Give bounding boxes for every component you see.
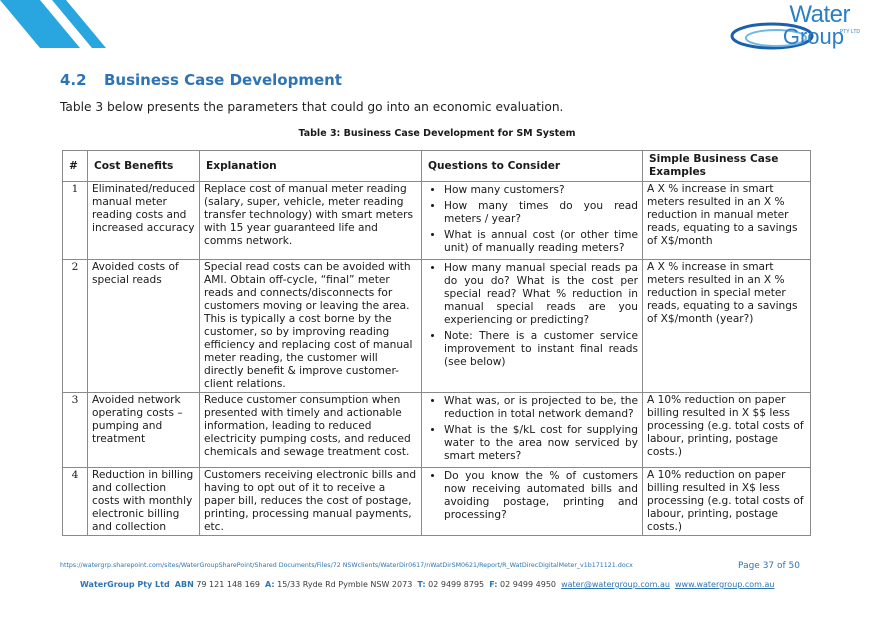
footer-company: WaterGroup Pty Ltd bbox=[80, 580, 170, 589]
header-num: # bbox=[63, 151, 88, 182]
section-title: Business Case Development bbox=[104, 71, 342, 89]
table-header-row bbox=[63, 151, 811, 182]
corner-stripes bbox=[0, 0, 120, 50]
footer-document-path: https://watergrp.sharepoint.com/sites/WaterGroupSharePoint/Shared Documents/Files/72 NSWclients/WaterDir0617/nWatDirSM0621/Report/R_WatDirecDigitalMeter_v1b171121.docx bbox=[60, 562, 633, 569]
cost-benefit-cell: Reduction in billing and collection costs with monthly electronic billing and collection bbox=[88, 468, 200, 536]
footer-abn: 79 121 148 169 bbox=[196, 580, 260, 589]
table-row bbox=[63, 468, 811, 536]
footer-phone-label: T: bbox=[417, 580, 426, 589]
question-item: • How many customers? bbox=[444, 184, 638, 197]
footer-fax-label: F: bbox=[489, 580, 498, 589]
example-cell: A X % increase in smart meters resulted in an X % reduction in special meter reads, equating to a savings of X$/month (year?) bbox=[643, 260, 811, 393]
header-explanation: Explanation bbox=[200, 151, 422, 182]
header-cost-benefits: Cost Benefits bbox=[88, 151, 200, 182]
question-item: • Note: There is a customer service improvement to instant final reads (see below) bbox=[444, 330, 638, 369]
table-caption: Table 3: Business Case Development for SM System bbox=[298, 128, 576, 139]
example-cell: A 10% reduction on paper billing resulted in X$ less processing (e.g. total costs of labour, printing, postage costs.) bbox=[643, 468, 811, 536]
intro-paragraph: Table 3 below presents the parameters that could go into an economic evaluation. bbox=[60, 100, 564, 114]
example-cell: A X % increase in smart meters resulted in an X % reduction in manual meter reads, equating to a savings of X$/month bbox=[643, 182, 811, 260]
row-number: 4 bbox=[63, 468, 88, 536]
questions-cell bbox=[422, 182, 643, 260]
footer-address-label: A: bbox=[265, 580, 275, 589]
footer-website-link[interactable]: www.watergroup.com.au bbox=[675, 580, 775, 589]
example-cell: A 10% reduction on paper billing resulted in X $$ less processing (e.g. total costs of labour, printing, postage costs.) bbox=[643, 393, 811, 468]
question-item: • What is the $/kL cost for supplying water to the area now serviced by smart meters? bbox=[444, 424, 638, 463]
section-heading bbox=[60, 71, 342, 89]
logo-word-group: Group bbox=[782, 23, 844, 49]
questions-cell bbox=[422, 393, 643, 468]
row-number: 3 bbox=[63, 393, 88, 468]
footer-address: 15/33 Ryde Rd Pymble NSW 2073 bbox=[277, 580, 413, 589]
explanation-cell: Special read costs can be avoided with AMI. Obtain off-cycle, “final” meter reads and connects/disconnects for customers moving or leaving the area. This is typically a cost borne by the customer, so by improving reading efficiency and replacing cost of manual meter reading, the customer will directly benefit & improve customer-client relations. bbox=[200, 260, 422, 393]
question-item: • What is annual cost (or other time unit) of manually reading meters? bbox=[444, 229, 638, 255]
explanation-cell: Replace cost of manual meter reading (salary, super, vehicle, meter reading transfer technology) with smart meters with 15 year guaranteed life and comms network. bbox=[200, 182, 422, 260]
row-number: 2 bbox=[63, 260, 88, 393]
cost-benefit-cell: Avoided network operating costs – pumping and treatment bbox=[88, 393, 200, 468]
row-number: 1 bbox=[63, 182, 88, 260]
questions-cell bbox=[422, 468, 643, 536]
business-case-table bbox=[62, 150, 811, 536]
cost-benefit-cell: Eliminated/reduced manual meter reading costs and increased accuracy bbox=[88, 182, 200, 260]
logo-word-water: Water bbox=[789, 1, 850, 28]
logo-suffix: PTY LTD bbox=[839, 29, 860, 35]
footer-email-link[interactable]: water@watergroup.com.au bbox=[561, 580, 670, 589]
footer-abn-label: ABN bbox=[174, 580, 194, 589]
question-item: • Do you know the % of customers now receiving automated bills and avoiding postage, printing and processing? bbox=[444, 470, 638, 522]
header-examples: Simple Business Case Examples bbox=[643, 151, 811, 182]
questions-cell bbox=[422, 260, 643, 393]
table-row bbox=[63, 393, 811, 468]
section-number: 4.2 bbox=[60, 71, 87, 89]
footer-page-number: Page 37 of 50 bbox=[738, 561, 800, 571]
question-item: • How many times do you read meters / year? bbox=[444, 200, 638, 226]
table-row bbox=[63, 260, 811, 393]
question-item: • How many manual special reads pa do you do? What is the cost per special read? What % reduction in manual special reads are you experiencing or predicting? bbox=[444, 262, 638, 327]
table-row bbox=[63, 182, 811, 260]
cost-benefit-cell: Avoided costs of special reads bbox=[88, 260, 200, 393]
footer-phone: 02 9499 8795 bbox=[428, 580, 485, 589]
explanation-cell: Customers receiving electronic bills and having to opt out of it to receive a paper bill, reduces the cost of postage, printing, processing manual payments, etc. bbox=[200, 468, 422, 536]
footer-fax: 02 9499 4950 bbox=[500, 580, 556, 589]
question-item: • What was, or is projected to be, the reduction in total network demand? bbox=[444, 395, 638, 421]
footer-contact bbox=[80, 580, 774, 589]
explanation-cell: Reduce customer consumption when presented with timely and actionable information, leading to reduced electricity pumping costs, and reduced chemicals and sewage treatment cost. bbox=[200, 393, 422, 468]
header-questions: Questions to Consider bbox=[422, 151, 643, 182]
